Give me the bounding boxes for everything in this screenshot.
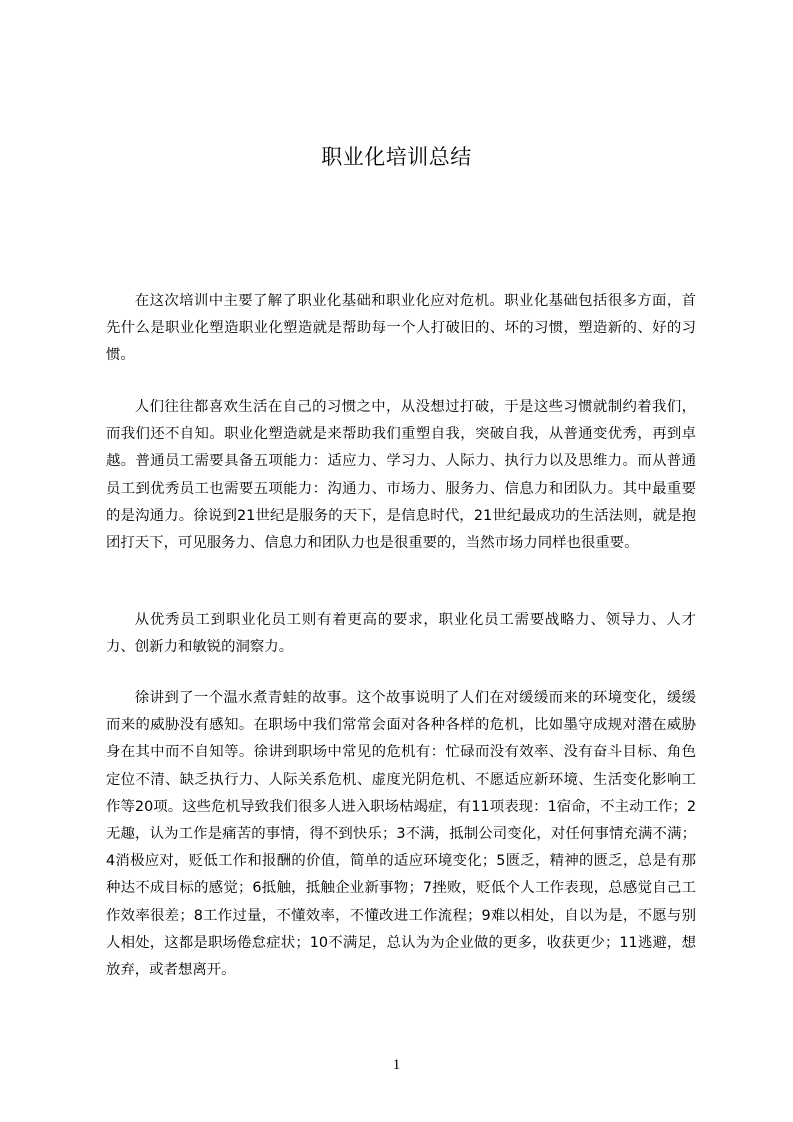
paragraph-3: 从优秀员工到职业化员工则有着更高的要求，职业化员工需要战略力、领导力、人才力、创新力和敏锐的洞察力。 <box>106 612 696 656</box>
paragraph-4: 徐讲到了一个温水煮青蛙的故事。这个故事说明了人们在对缓缓而来的环境变化，缓缓而来的威胁没有感知。在职场中我们常常会面对各种各样的危机，比如墨守成规对潜在威胁身在其中而不自知等。徐讲到职场中常见的危机有：忙碌而没有效率、没有奋斗目标、角色定位不清、缺乏执行力、人际关系危机、虚度光阴危机、不愿适应新环境、生活变化影响工作等20项。这些危机导致我们很多人进入职场枯竭症，有11项表现：1宿命，不主动工作；2无趣，认为工作是痛苦的事情，得不到快乐；3不满，抵制公司变化，对任何事情充满不满；4消极应对，贬低工作和报酬的价值，简单的适应环境变化；5匮乏，精神的匮乏，总是有那种达不成目标的感觉；6抵触，抵触企业新事物；7挫败，贬低个人工作表现，总感觉自己工作效率很差；8工作过量，不懂效率，不懂改进工作流程；9难以相处，自以为是，不愿与别人相处，这都是职场倦怠症状；10不满足，总认为为企业做的更多，收获更少；11逃避，想放弃，或者想离开。 <box>106 690 696 979</box>
document-title: 职业化培训总结 <box>321 145 472 169</box>
paragraph-1: 在这次培训中主要了解了职业化基础和职业化应对危机。职业化基础包括很多方面，首先什么是职业化塑造职业化塑造就是帮助每一个人打破旧的、坏的习惯，塑造新的、好的习惯。 <box>106 293 696 364</box>
paragraph-2: 人们往往都喜欢生活在自己的习惯之中，从没想过打破，于是这些习惯就制约着我们，而我们还不自知。职业化塑造就是来帮助我们重塑自我，突破自我，从普通变优秀，再到卓越。普通员工需要具备五项能力：适应力、学习力、人际力、执行力以及思维力。而从普通员工到优秀员工也需要五项能力：沟通力、市场力、服务力、信息力和团队力。其中最重要的是沟通力。徐说到21世纪是服务的天下，是信息时代，21世纪最成功的生活法则，就是抱团打天下，可见服务力、信息力和团队力也是很重要的，当然市场力同样也很重要。 <box>106 399 696 552</box>
page-number: 1 <box>392 1057 401 1073</box>
